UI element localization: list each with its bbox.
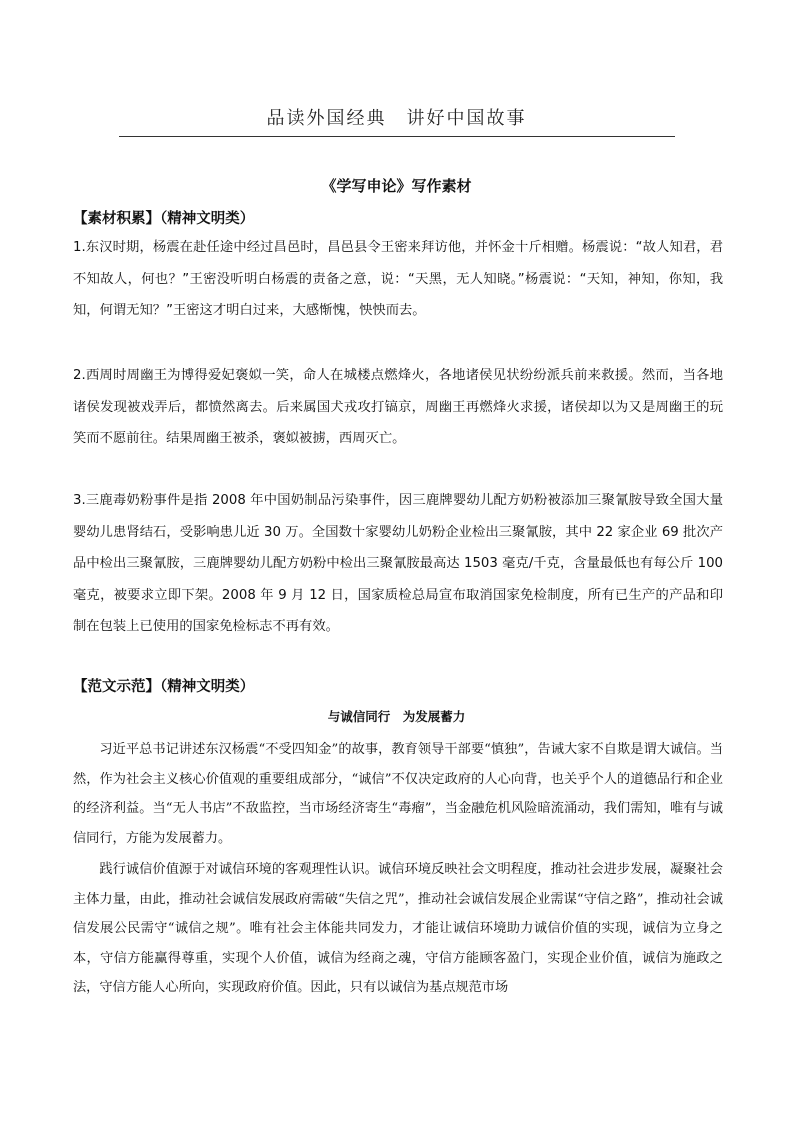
essay-paragraph-2: 践行诚信价值源于对诚信环境的客观理性认识。诚信环境反映社会文明程度，推动社会进步发展，凝聚社会主体力量，由此，推动社会诚信发展政府需破“失信之咒”，推动社会诚信发展企业需谋“守信之路”，推动社会诚信发展公民需守“诚信之规”。唯有社会主体能共同发力，才能让诚信环境助力诚信价值的实现，诚信为立身之本，守信方能赢得尊重，实现个人价值，诚信为经商之魂，守信方能顾客盈门，实现企业价值，诚信为施政之法，守信方能人心所向，实现政府价值。因此，只有以诚信为基点规范市场 [73,862,723,995]
material-item-3: 3.三鹿毒奶粉事件是指 2008 年中国奶制品污染事件，因三鹿牌婴幼儿配方奶粉被添加三聚氰胺导致全国大量婴幼儿患肾结石，受影响患儿近 30 万。全国数十家婴幼儿奶粉企业检出三聚氰胺，其中 22 家企业 69 批次产品中检出三聚氰胺，三鹿牌婴幼儿配方奶粉中检出三聚氰胺最高达 1503 毫克/千克，含量最低也有每公斤 100 毫克，被要求立即下架。2008 年 9 月 12 日，国家质检总局宣布取消国家免检制度，所有已生产的产品和印制在包装上已使用的国家免检标志不再有效。 [73,493,723,634]
material-item-1: 1.东汉时期，杨震在赴任途中经过昌邑时，昌邑县令王密来拜访他，并怀金十斤相赠。杨震说：“故人知君，君不知故人，何也？”王密没听明白杨震的责备之意，说：“天黑，无人知晓。”杨震说：“天知，神知，你知，我知，何谓无知？”王密这才明白过来，大感惭愧，怏怏而去。 [73,240,723,318]
header-divider [119,136,675,137]
materials-heading: 【素材积累】（精神文明类） [73,211,255,227]
essay-title: 与诚信同行 为发展蓄力 [327,709,466,724]
essay-paragraph-1: 习近平总书记讲述东汉杨震“不受四知金”的故事，教育领导干部要“慎独”，告诫大家不自欺是谓大诚信。当然，作为社会主义核心价值观的重要组成部分，“诚信”不仅决定政府的人心向背，也关乎个人的道德品行和企业的经济利益。当“无人书店”不敌监控，当市场经济寄生“毒瘤”，当金融危机风险暗流涌动，我们需知，唯有与诚信同行，方能为发展蓄力。 [73,742,723,846]
material-item-2: 2.西周时周幽王为博得爱妃褒姒一笑，命人在城楼点燃烽火，各地诸侯见状纷纷派兵前来救援。然而，当各地诸侯发现被戏弄后，都愤然离去。后来属国犬戎攻打镐京，周幽王再燃烽火求援，诸侯却以为又是周幽王的玩笑而不愿前往。结果周幽王被杀，褒姒被掳，西周灭亡。 [73,368,723,446]
document-title: 《学写申论》写作素材 [321,177,472,195]
sample-heading: 【范文示范】（精神文明类） [73,679,255,695]
header-title: 品读外国经典 讲好中国故事 [266,108,527,129]
